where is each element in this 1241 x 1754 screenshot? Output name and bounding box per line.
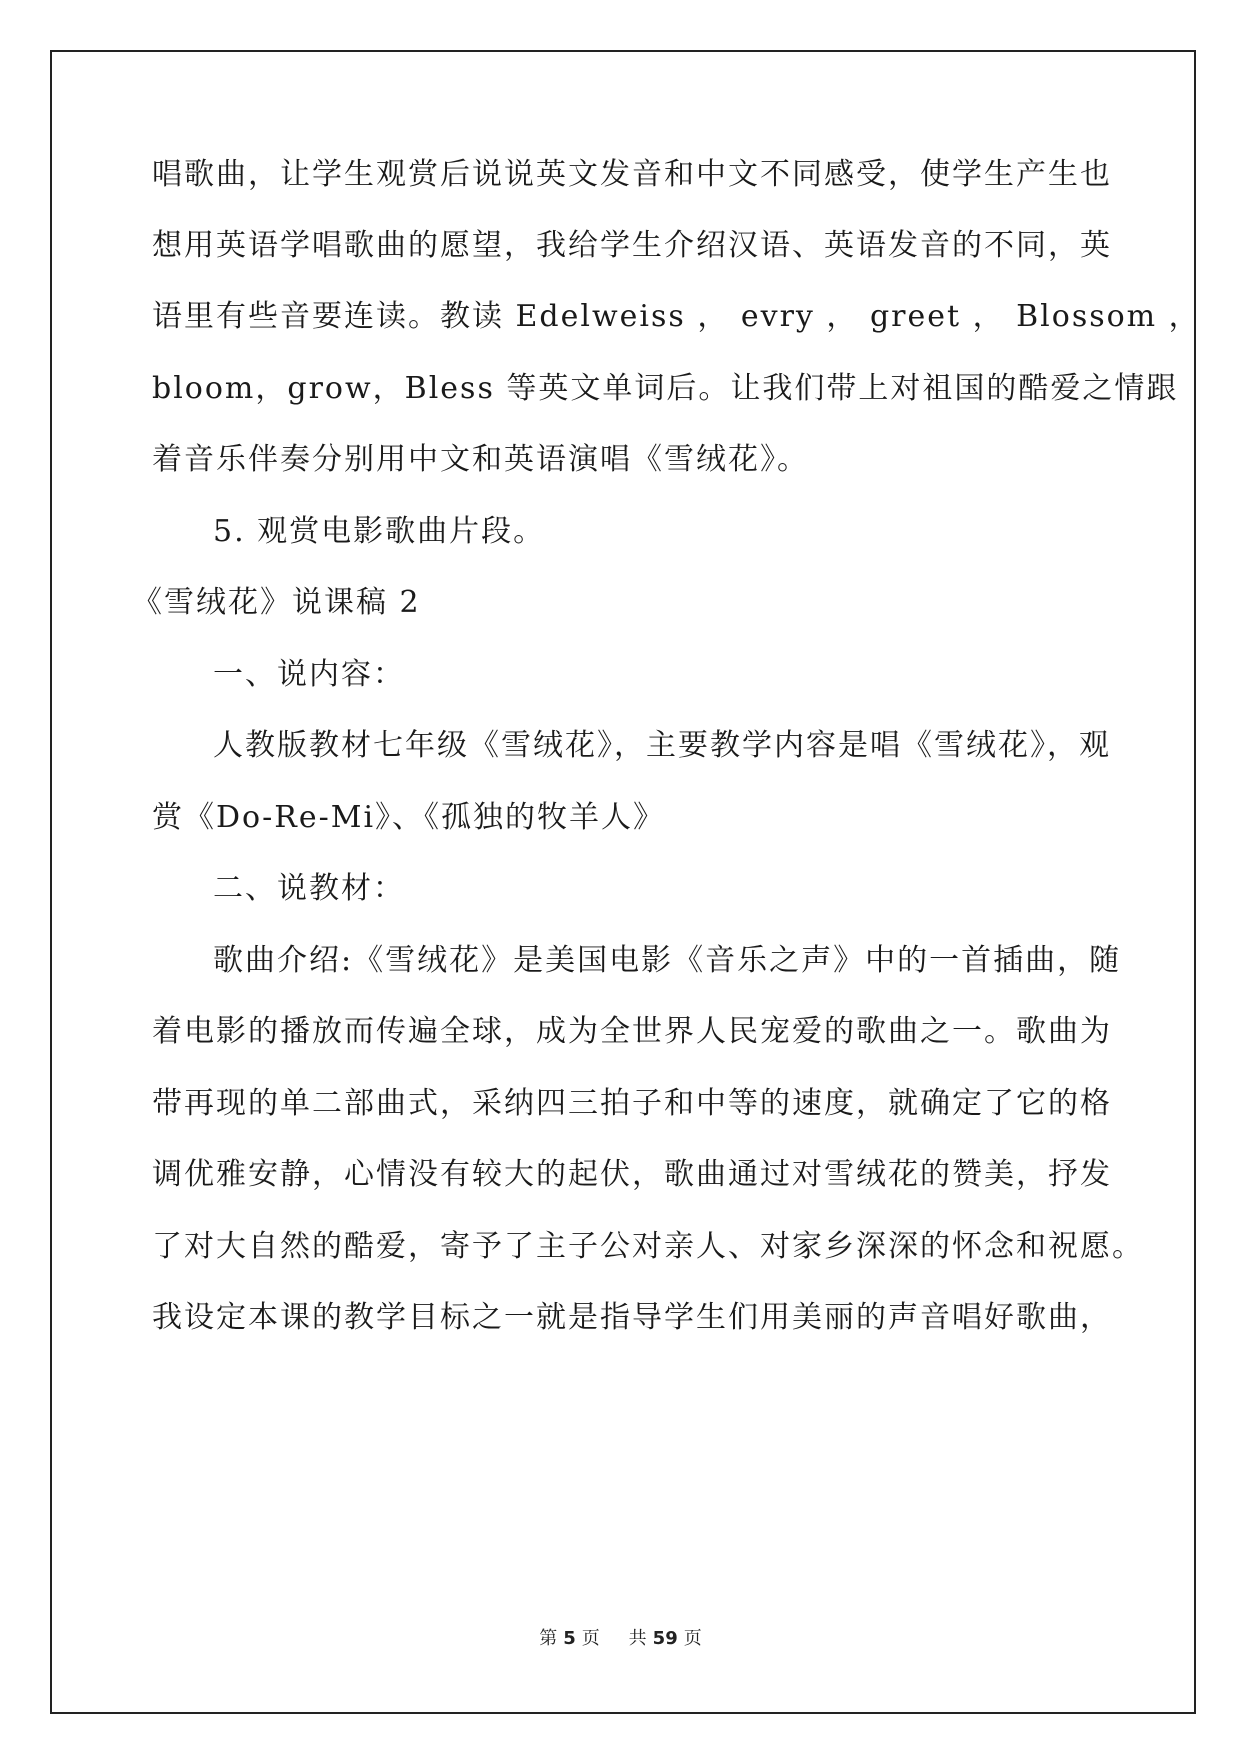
text-line: 了对大自然的酷爱，寄予了主子公对亲人、对家乡深深的怀念和祝愿。 <box>152 1229 1144 1264</box>
text-line: 想用英语学唱歌曲的愿望，我给学生介绍汉语、英语发音的不同，英 <box>152 228 1112 263</box>
page-footer <box>0 1627 1241 1651</box>
text-line: 赏《Do-Re-Mi》、《孤独的牧羊人》 <box>152 800 666 835</box>
text-line: 唱歌曲，让学生观赏后说说英文发音和中文不同感受，使学生产生也 <box>152 157 1112 192</box>
section-heading: 《雪绒花》说课稿 2 <box>132 585 421 620</box>
text-line: 歌曲介绍:《雪绒花》是美国电影《音乐之声》中的一首插曲，随 <box>213 943 1122 978</box>
text-line: bloom，grow，Bless 等英文单词后。让我们带上对祖国的酷爱之情跟 <box>152 371 1179 406</box>
footer-prefix: 第 <box>539 1628 558 1649</box>
footer-total-prefix: 共 <box>628 1628 647 1649</box>
text-line: 着音乐伴奏分别用中文和英语演唱《雪绒花》。 <box>152 442 809 477</box>
footer-total-suffix: 页 <box>683 1628 702 1649</box>
text-line: 带再现的单二部曲式，采纳四三拍子和中等的速度，就确定了它的格 <box>152 1086 1112 1121</box>
footer-page-suffix: 页 <box>581 1628 600 1649</box>
text-line: 语里有些音要连读。教读 Edelweiss ， evry ， greet ， Blossom ， <box>152 299 1201 334</box>
subheading: 一、说内容： <box>213 657 405 692</box>
text-line: 着电影的播放而传遍全球，成为全世界人民宠爱的歌曲之一。歌曲为 <box>152 1014 1112 1049</box>
total-pages: 59 <box>652 1628 678 1649</box>
list-item: 5. 观赏电影歌曲片段。 <box>213 514 546 549</box>
text-line: 调优雅安静，心情没有较大的起伏，歌曲通过对雪绒花的赞美，抒发 <box>152 1157 1112 1192</box>
subheading: 二、说教材： <box>213 871 405 906</box>
page-number: 5 <box>563 1628 576 1649</box>
text-line: 我设定本课的教学目标之一就是指导学生们用美丽的声音唱好歌曲， <box>152 1300 1112 1335</box>
text-line: 人教版教材七年级《雪绒花》，主要教学内容是唱《雪绒花》，观 <box>213 728 1111 763</box>
